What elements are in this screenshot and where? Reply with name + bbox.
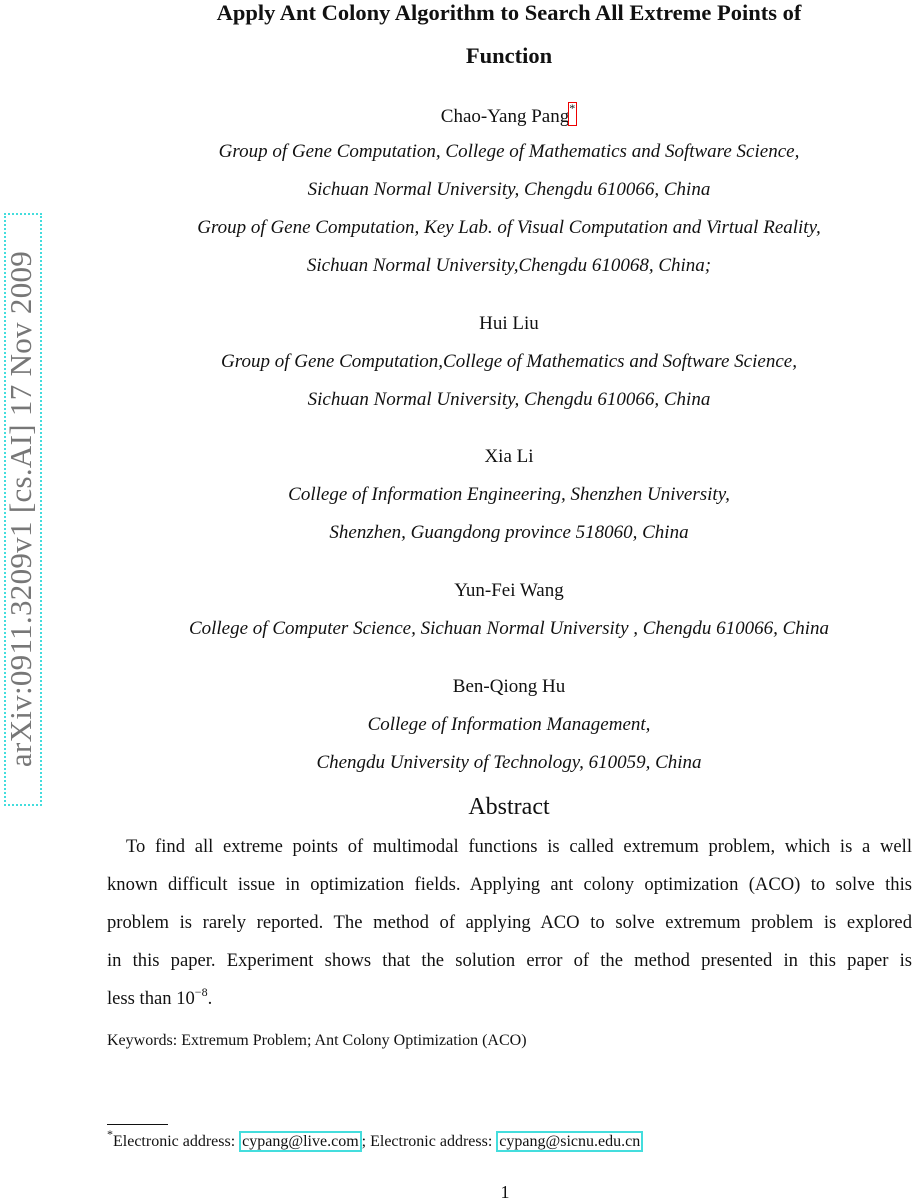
- footnote: *Electronic address: cypang@live.com ; Electronic address: cypang@sicnu.edu.cn: [107, 1133, 643, 1151]
- author-name: Chao-Yang Pang *: [440, 101, 576, 127]
- abstract-line: known difficult issue in optimization fields. Applying ant colony optimization (ACO) to solve this: [107, 874, 912, 895]
- arxiv-stamp: arXiv:0911.3209v1 [cs.AI] 17 Nov 2009: [3, 250, 38, 768]
- paper-title-line-1: Apply Ant Colony Algorithm to Search All Extreme Points of: [216, 0, 802, 25]
- affiliation: Group of Gene Computation, College of Mathematics and Software Science,: [218, 141, 800, 162]
- author-name: Yun-Fei Wang: [454, 580, 564, 601]
- affiliation: College of Information Engineering, Shenzhen University,: [288, 484, 730, 505]
- email-link-1[interactable]: cypang@live.com: [239, 1131, 361, 1152]
- affiliation: Group of Gene Computation, Key Lab. of Visual Computation and Virtual Reality,: [197, 217, 821, 238]
- author-name: Hui Liu: [479, 313, 539, 334]
- abstract-line: less than $10^{-8}$.: [107, 985, 213, 1009]
- footnote-link-marker[interactable]: *: [568, 102, 577, 126]
- affiliation: Sichuan Normal University, Chengdu 610066, China: [307, 179, 711, 200]
- page-number: 1: [500, 1182, 510, 1202]
- author-name: Ben-Qiong Hu: [452, 676, 566, 697]
- affiliation: Group of Gene Computation,College of Mathematics and Software Science,: [221, 351, 797, 372]
- keywords: Keywords: Extremum Problem; Ant Colony Optimization (ACO): [107, 1032, 527, 1049]
- affiliation: Shenzhen, Guangdong province 518060, China: [329, 522, 689, 543]
- email-link-2[interactable]: cypang@sicnu.edu.cn: [496, 1131, 643, 1152]
- affiliation: Chengdu University of Technology, 610059, China: [316, 752, 702, 773]
- paper-title-line-2: Function: [465, 43, 553, 68]
- abstract-heading: Abstract: [468, 794, 550, 820]
- abstract-line: To find all extreme points of multimodal functions is called extremum problem, which is a well: [126, 836, 912, 857]
- abstract-line: problem is rarely reported. The method of applying ACO to solve extremum problem is explored: [107, 912, 912, 933]
- affiliation: Sichuan Normal University,Chengdu 610068, China;: [306, 255, 712, 276]
- abstract-line: in this paper. Experiment shows that the solution error of the method presented in this paper is: [107, 950, 912, 971]
- author-name: Xia Li: [484, 446, 534, 467]
- affiliation: Sichuan Normal University, Chengdu 610066, China: [307, 389, 711, 410]
- affiliation: College of Information Management,: [367, 714, 651, 735]
- footnote-rule: [107, 1124, 168, 1125]
- affiliation: College of Computer Science, Sichuan Normal University , Chengdu 610066, China: [188, 618, 830, 639]
